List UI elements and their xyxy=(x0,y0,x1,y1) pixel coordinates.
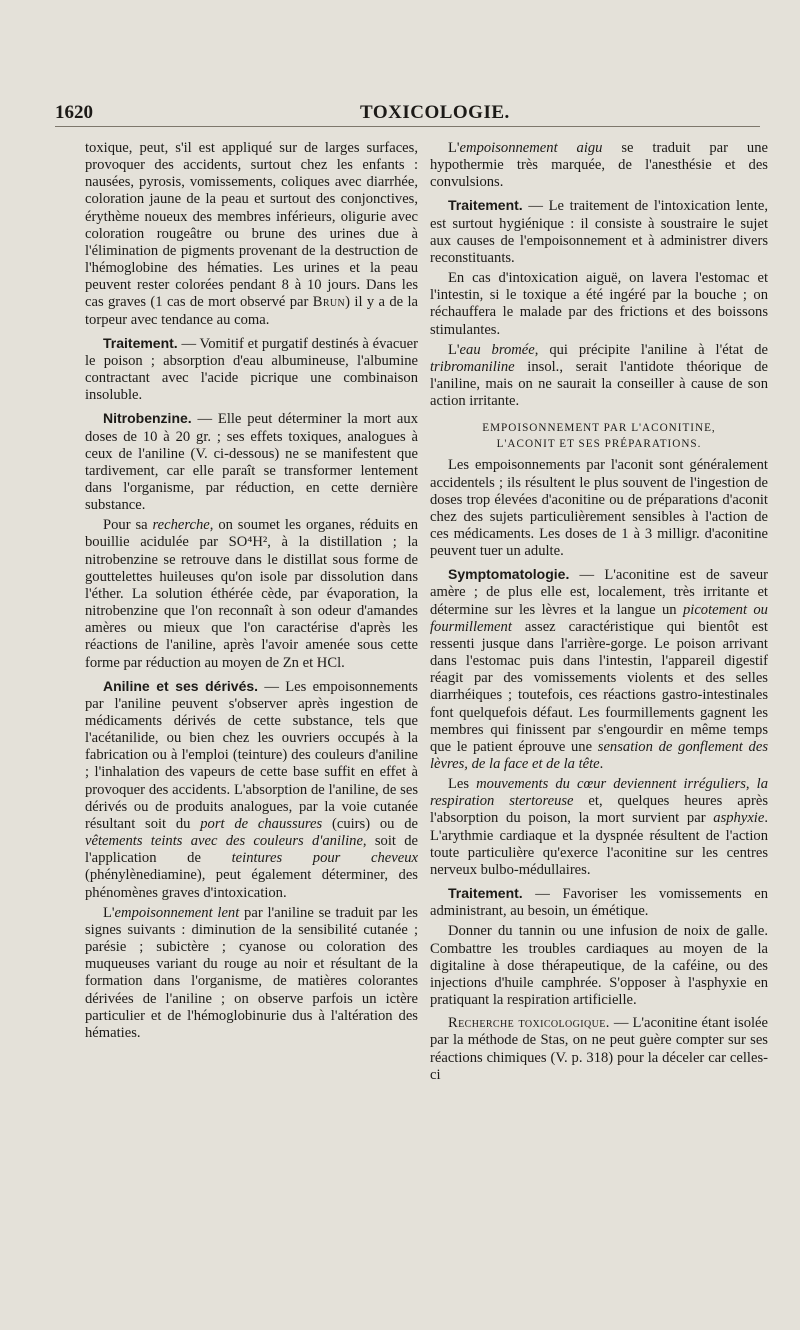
paragraph-picric-effects: toxique, peut, s'il est appliqué sur de larges surfaces, provoquer des accidents, surtout chez les enfants : nausées, pyrosis, vomissements, coliques avec diarrhée, coloration jaune de la peau et surtout des conjonctives, érythème noueux des membres inférieurs, oligurie avec coloration rougeâtre ou brune des urines due à l'élimination de pigments provenant de la destruction de l'hémoglobine des hématies. Les urines et la peau peuvent rester colorées pendant 8 à 10 jours. Dans les cas graves (1 cas de mort observé par Brun) il y a de la torpeur avec tendance au coma. xyxy=(85,140,418,328)
paragraph-aconite-treatment: Traitement. — Favoriser les vomissements en administrant, au besoin, un émétique. xyxy=(430,885,768,920)
paragraph-acute-treatment: En cas d'intoxication aiguë, on lavera l'estomac et l'intestin, si le toxique a été ingéré par la bouche ; on réchauffera le malade par des frictions et des boissons stimulantes. xyxy=(430,270,768,338)
run-in-heading: Recherche toxicologique. xyxy=(448,1015,610,1032)
paragraph-acute-poisoning: L'empoisonnement aigu se traduit par une hypothermie très marquée, de l'anesthésie et des convulsions. xyxy=(430,140,768,191)
run-in-heading: Symptomatologie. xyxy=(448,566,570,583)
running-title: TOXICOLOGIE. xyxy=(360,102,510,123)
running-header xyxy=(55,100,760,127)
paragraph-heart-respiration: Les mouvements du cœur deviennent irréguliers, la respiration stertoreuse et, quelques heures après l'absorption du poison, la mort survient par asphyxie. L'arythmie cardiaque et la dyspnée résultent de l'action toute particulière qu'exerce l'aconitine sur les centres nerveux bulbo-médullaires. xyxy=(430,776,768,878)
paragraph-symptomatology: Symptomatologie. — L'aconitine est de saveur amère ; de plus elle est, localement, très irritante et détermine sur les lèvres et la langue un picotement ou fourmillement assez caractéristique qui bientôt est ressenti jusque dans l'arrière-gorge. Le poison arrivant dans l'estomac puis dans l'intestin, l'appareil digestif réagit par des vomissements violents et des selles diarrhéiques ; toutefois, ces réactions gastro-intestinales font quelquefois défaut. Les fourmillements gagnent les membres qui finissent par s'engourdir en même temps que le patient éprouve une sensation de gonflement des lèvres, de la face et de la tête. xyxy=(430,566,768,772)
paragraph-aniline: Aniline et ses dérivés. — Les empoisonnements par l'aniline peuvent s'observer après ingestion de médicaments dérivés de cette substance, tels que l'acétanilide, ou bien chez les ouvriers occupés à la fabrication ou à l'emploi (teinture) des couleurs d'aniline ; l'inhalation des vapeurs de cette base suffit en effet à provoquer des accidents. L'absorption de l'aniline, de ses dérivés ou de produits analogues, par la voie cutanée résultant soit du port de chaussures (cuirs) ou de vêtements teints avec des couleurs d'aniline, soit de l'application de teintures pour cheveux (phénylènediamine), peut également déterminer, des phénomènes graves d'intoxication. xyxy=(85,677,418,901)
paragraph-tannin: Donner du tannin ou une infusion de noix de galle. Combattre les troubles cardiaques au moyen de la digitaline à dose thérapeutique, de la caféine, ou des injections d'huile camphrée. S'opposer à l'asphyxie en pratiquant la respiration artificielle. xyxy=(430,923,768,1009)
author-name: Brun xyxy=(312,294,346,311)
run-in-heading: Traitement. xyxy=(448,197,523,214)
run-in-heading: Nitrobenzine. xyxy=(103,410,192,427)
paragraph-nitrobenzine-research: Pour sa recherche, on soumet les organes, réduits en bouillie acidulée par SO⁴H², à la distillation ; la nitrobenzine se retrouve dans le distillat sous forme de gouttelettes huileuses qu'on isole par dissolution dans l'éther. La solution éthérée cède, par évaporation, la nitrobenzine que l'on reconnaît à son odeur d'amandes amères ou mieux que l'on caractérise d'après les réactions de l'aniline, après l'avoir amenée sous cette forme par réduction au moyen de Zn et HCl. xyxy=(85,517,418,671)
run-in-heading: Traitement. xyxy=(448,885,523,902)
left-column xyxy=(85,140,418,1045)
section-heading-aconitine: EMPOISONNEMENT PAR L'ACONITINE, L'ACONIT ET SES PRÉPARATIONS. xyxy=(482,422,716,451)
run-in-heading: Aniline et ses dérivés. xyxy=(103,677,259,694)
paragraph-picric-treatment: Traitement. — Vomitif et purgatif destinés à évacuer le poison ; absorption d'eau albumineuse, l'albumine contractant avec l'acide picrique une combinaison insoluble. xyxy=(85,334,418,404)
paragraph-slow-poisoning: L'empoisonnement lent par l'aniline se traduit par les signes suivants : diminution de la sensibilité cutanée ; parésie ; subictère ; cyanose ou coloration des muqueuses variant du rouge au noir et résultant de la formation dans l'organisme, de matières colorantes dérivées de l'aniline ; on observe parfois un ictère particulier et de l'hémoglobinurie dus à l'altération des hématies. xyxy=(85,904,418,1041)
run-in-heading: Traitement. xyxy=(103,334,178,351)
paragraph-aconite-intro: Les empoisonnements par l'aconit sont généralement accidentels ; ils résultent le plus souvent de l'ingestion de doses trop élevées d'aconitine ou de préparations d'aconit chez des sujets particulièrement sensibles à l'action de ces médicaments. Les doses de 1 à 3 milligr. d'aconitine peuvent tuer un adulte. xyxy=(430,457,768,560)
paragraph-antidote: L'eau bromée, qui précipite l'aniline à l'état de tribromaniline insol., serait l'antidote théorique de l'aniline, mais on ne saurait la conseiller à cause de son action irritante. xyxy=(430,341,768,410)
paragraph-nitrobenzine: Nitrobenzine. — Elle peut déterminer la mort aux doses de 10 à 20 gr. ; ses effets toxiques, analogues à ceux de l'aniline (V. ci-dessous) ne se manifestent que tardivement, car elle paraît se transformer lentement dans l'organisme, par réduction, en cette dernière substance. xyxy=(85,410,418,514)
right-column xyxy=(430,140,768,1087)
page-number: 1620 xyxy=(55,102,93,123)
paragraph-toxicological-research: Recherche toxicologique. — L'aconitine étant isolée par la méthode de Stas, on ne peut guère compter sur ses réactions chimiques (V. p. 318) pour la déceler car celles-ci xyxy=(430,1015,768,1083)
paragraph-aniline-treatment: Traitement. — Le traitement de l'intoxication lente, est surtout hygiénique : il consiste à soustraire le sujet aux causes de l'empoisonnement et à administrer divers reconstituants. xyxy=(430,197,768,266)
